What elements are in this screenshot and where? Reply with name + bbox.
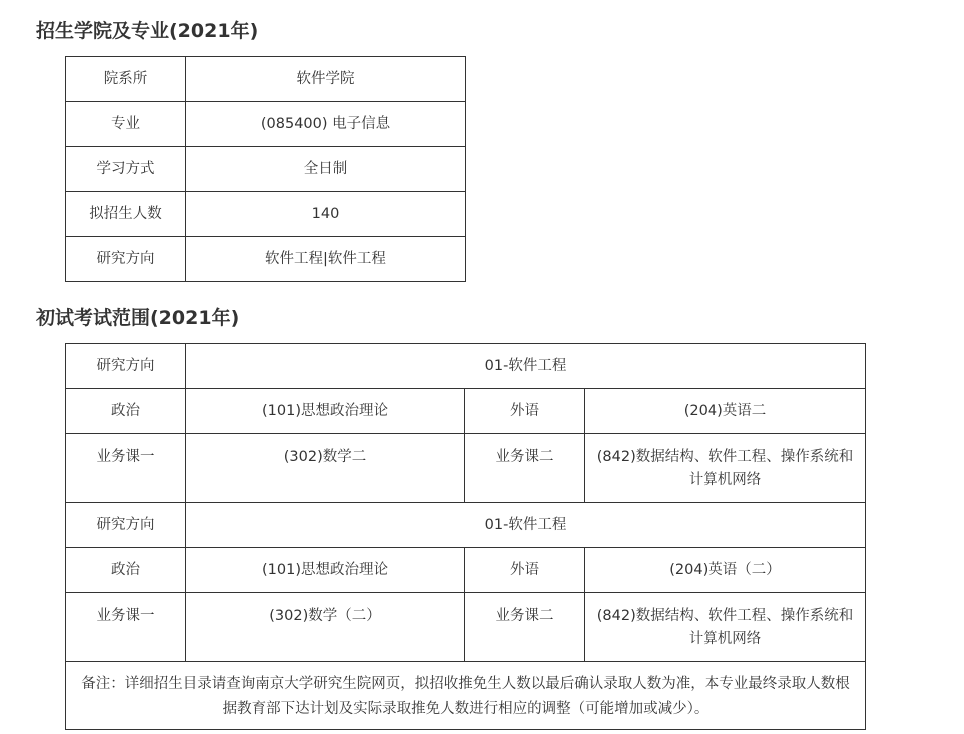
- row-label-department: 院系所: [66, 57, 186, 102]
- enrollment-table: [65, 56, 466, 282]
- table-row: [66, 662, 866, 730]
- politics-label: 政治: [66, 548, 186, 593]
- language-label: 外语: [465, 389, 585, 434]
- course1-value: (302)数学二: [186, 434, 465, 503]
- course1-value: (302)数学（二）: [186, 593, 465, 662]
- politics-label: 政治: [66, 389, 186, 434]
- table-row: [66, 147, 466, 192]
- course1-label: 业务课一: [66, 434, 186, 503]
- table-row: [66, 434, 866, 503]
- language-value: (204)英语（二）: [585, 548, 866, 593]
- table-row: [66, 548, 866, 593]
- politics-value: (101)思想政治理论: [186, 389, 465, 434]
- table-row: [66, 102, 466, 147]
- course2-value: (842)数据结构、软件工程、操作系统和计算机网络: [585, 434, 866, 503]
- table-row: [66, 503, 866, 548]
- exam-scope-table: [65, 343, 866, 730]
- politics-value: (101)思想政治理论: [186, 548, 465, 593]
- row-value-study-mode: 全日制: [186, 147, 466, 192]
- row-label-study-mode: 学习方式: [66, 147, 186, 192]
- table-row: [66, 344, 866, 389]
- table-row: [66, 593, 866, 662]
- direction-value: 01-软件工程: [186, 503, 866, 548]
- row-label-research-direction: 研究方向: [66, 237, 186, 282]
- row-value-research-direction: 软件工程|软件工程: [186, 237, 466, 282]
- section-title-enrollment: 招生学院及专业(2021年): [36, 20, 259, 42]
- remark-note: 备注：详细招生目录请查询南京大学研究生院网页，拟招收推免生人数以最后确认录取人数为准，本专业最终录取人数根据教育部下达计划及实际录取推免人数进行相应的调整（可能增加或减少）。: [66, 662, 866, 730]
- course2-label: 业务课二: [465, 434, 585, 503]
- course2-value: (842)数据结构、软件工程、操作系统和计算机网络: [585, 593, 866, 662]
- row-value-major: (085400) 电子信息: [186, 102, 466, 147]
- language-label: 外语: [465, 548, 585, 593]
- table-row: [66, 192, 466, 237]
- direction-label: 研究方向: [66, 503, 186, 548]
- language-value: (204)英语二: [585, 389, 866, 434]
- table-row: [66, 389, 866, 434]
- direction-label: 研究方向: [66, 344, 186, 389]
- section-title-exam-scope: 初试考试范围(2021年): [36, 307, 240, 329]
- row-value-department: 软件学院: [186, 57, 466, 102]
- row-label-major: 专业: [66, 102, 186, 147]
- table-row: [66, 57, 466, 102]
- direction-value: 01-软件工程: [186, 344, 866, 389]
- course1-label: 业务课一: [66, 593, 186, 662]
- table-row: [66, 237, 466, 282]
- row-value-planned-enrollment: 140: [186, 192, 466, 237]
- course2-label: 业务课二: [465, 593, 585, 662]
- row-label-planned-enrollment: 拟招生人数: [66, 192, 186, 237]
